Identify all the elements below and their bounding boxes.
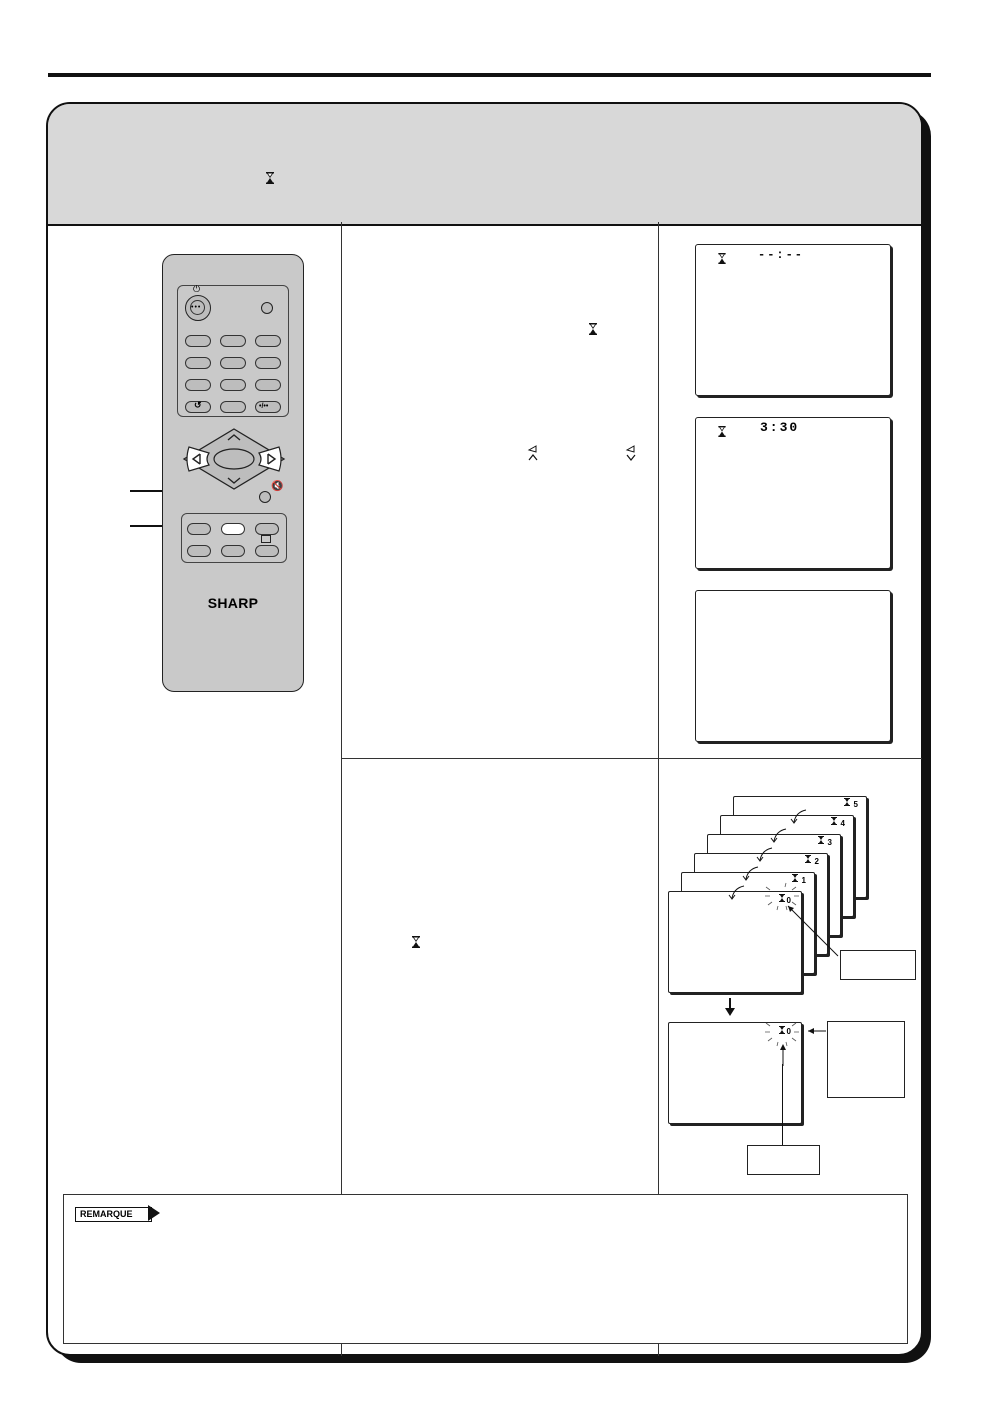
mute-icon: 🔇 bbox=[271, 481, 284, 492]
digit-button-7[interactable] bbox=[185, 379, 211, 391]
power-icon: ⏻ bbox=[193, 284, 201, 294]
countdown-number: 3 bbox=[827, 838, 832, 847]
note-box bbox=[63, 1194, 908, 1344]
countdown-number: 5 bbox=[853, 800, 858, 809]
callout-box-2 bbox=[827, 1021, 905, 1098]
final-annotations bbox=[760, 1016, 830, 1066]
digit-button-0[interactable] bbox=[220, 401, 246, 413]
hourglass-icon bbox=[718, 251, 726, 269]
hourglass-icon bbox=[718, 424, 726, 442]
callout-box-1 bbox=[840, 950, 916, 980]
tv-icon bbox=[261, 535, 271, 543]
digit-button-4[interactable] bbox=[185, 357, 211, 369]
panel-header bbox=[48, 104, 921, 226]
digit-mode-button[interactable] bbox=[255, 401, 281, 413]
flashback-icon: ↺ bbox=[194, 400, 202, 410]
remote-control bbox=[162, 254, 304, 692]
column-divider-right bbox=[658, 222, 659, 1356]
hourglass-icon bbox=[589, 322, 597, 340]
round-button[interactable] bbox=[261, 302, 273, 314]
osd-timer-text: 3:30 bbox=[760, 420, 800, 435]
note-label: REMARQUE bbox=[75, 1207, 152, 1222]
volume-down-icon bbox=[624, 444, 638, 462]
digit-button-8[interactable] bbox=[220, 379, 246, 391]
osd-timer-text: --:-- bbox=[758, 248, 805, 262]
function-button-6[interactable] bbox=[255, 545, 279, 557]
countdown-number: 1 bbox=[801, 876, 806, 885]
callout-box-3 bbox=[747, 1145, 820, 1175]
power-button[interactable] bbox=[185, 295, 211, 321]
note-arrow-icon bbox=[148, 1205, 160, 1221]
digit-button-5[interactable] bbox=[220, 357, 246, 369]
flashback-button[interactable] bbox=[185, 401, 211, 413]
volume-up-icon bbox=[526, 444, 540, 462]
mute-button[interactable] bbox=[259, 491, 271, 503]
off-timer-button[interactable] bbox=[221, 523, 245, 535]
osd-screen-3 bbox=[695, 590, 891, 742]
hourglass-icon bbox=[266, 172, 274, 184]
osd-screen-2 bbox=[695, 417, 891, 569]
osd-screen-1 bbox=[695, 244, 891, 396]
hourglass-icon bbox=[412, 935, 420, 953]
digit-button-3[interactable] bbox=[255, 335, 281, 347]
countdown-number: 4 bbox=[840, 819, 845, 828]
top-rule bbox=[48, 73, 931, 77]
digit-button-1[interactable] bbox=[185, 335, 211, 347]
dots-icon: ••• bbox=[191, 304, 202, 311]
countdown-number: 0 bbox=[786, 896, 791, 905]
function-button-3[interactable] bbox=[255, 523, 279, 535]
down-arrow-icon bbox=[725, 1008, 735, 1016]
function-button-4[interactable] bbox=[187, 545, 211, 557]
column-divider-left bbox=[341, 222, 342, 1356]
countdown-number: 2 bbox=[814, 857, 819, 866]
digit-mode-icon: •/•• bbox=[259, 403, 269, 410]
digit-button-6[interactable] bbox=[255, 357, 281, 369]
row-divider bbox=[341, 758, 922, 759]
brand-logo: SHARP bbox=[207, 595, 259, 611]
menu-button[interactable] bbox=[187, 523, 211, 535]
digit-button-2[interactable] bbox=[220, 335, 246, 347]
digit-button-9[interactable] bbox=[255, 379, 281, 391]
pointer-line-final bbox=[782, 1064, 783, 1146]
countdown-number: 0 bbox=[786, 1027, 791, 1036]
function-button-5[interactable] bbox=[221, 545, 245, 557]
